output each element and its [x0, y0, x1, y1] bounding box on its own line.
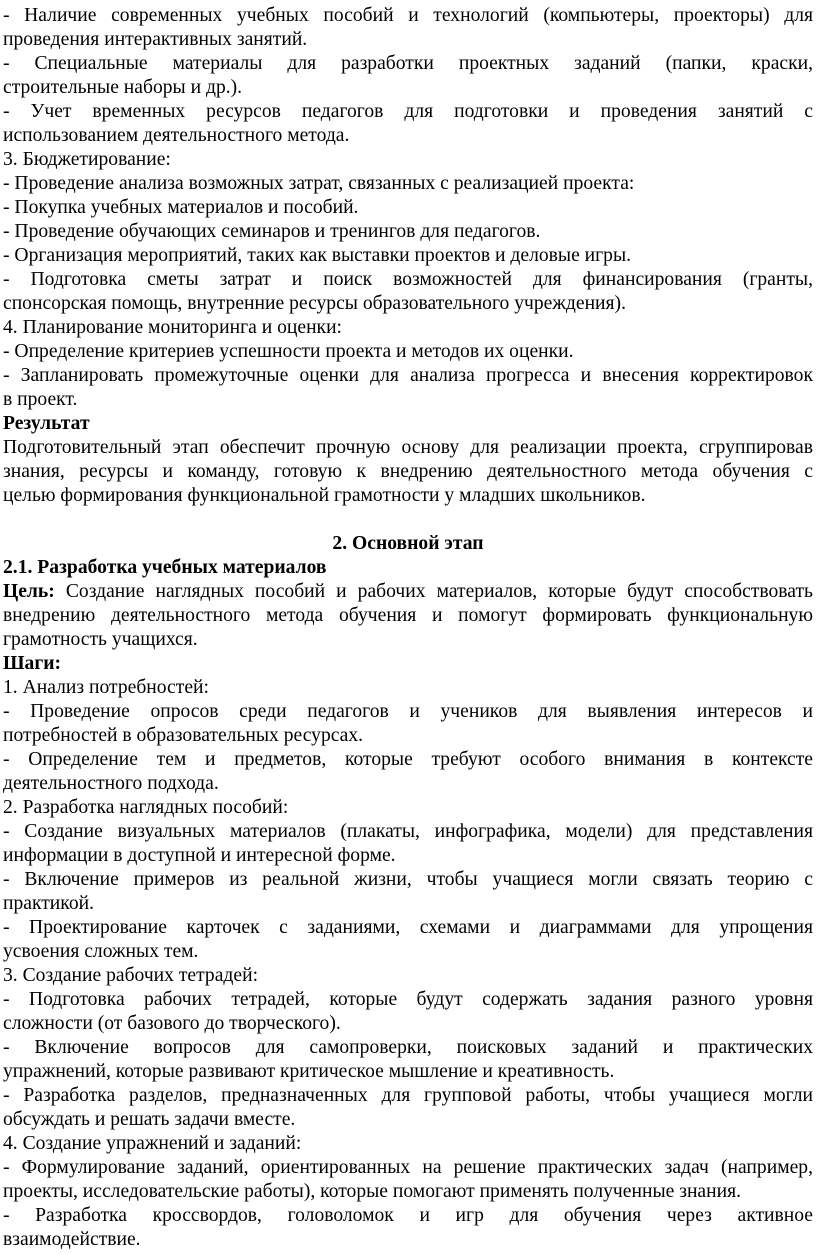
text-line: - Специальные материалы для разработки проектных заданий (папки, краски,	[3, 53, 813, 74]
text-line: знания, ресурсы и команду, готовую к внедрению деятельностного метода обучения с	[3, 461, 813, 482]
text-line: проекты, исследовательские работы), которые помогают применять полученные знания.	[3, 1181, 742, 1202]
text-line: использованием деятельностного метода.	[3, 125, 350, 146]
text-line: - Включение вопросов для самопроверки, поисковых заданий и практических	[3, 1037, 813, 1058]
text-line: 1. Анализ потребностей:	[3, 677, 209, 698]
text-line: - Организация мероприятий, таких как выставки проектов и деловые игры.	[3, 245, 632, 266]
text-line: деятельностного подхода.	[3, 773, 219, 794]
text-line: - Подготовка сметы затрат и поиск возможностей для финансирования (гранты,	[3, 269, 813, 290]
text-line: в проект.	[3, 389, 78, 410]
goal-label: Цель:	[3, 581, 55, 602]
text-line: - Покупка учебных материалов и пособий.	[3, 197, 359, 218]
text-line: - Проведение опросов среди педагогов и учеников для выявления интересов и	[3, 701, 813, 722]
text-line: - Подготовка рабочих тетрадей, которые будут содержать задания разного уровня	[3, 989, 813, 1010]
text-line: - Проведение обучающих семинаров и тренингов для педагогов.	[3, 221, 541, 242]
section-heading: 2. Основной этап	[332, 533, 484, 554]
text-line: потребностей в образовательных ресурсах.	[3, 725, 364, 746]
text-line: - Определение критериев успешности проекта и методов их оценки.	[3, 341, 574, 362]
text-line: обсуждать и решать задачи вместе.	[3, 1109, 296, 1130]
text-line: упражнений, которые развивают критическое мышление и креативность.	[3, 1061, 615, 1082]
subheading: Шаги:	[3, 653, 62, 674]
text-line: информации в доступной и интересной форме.	[3, 845, 396, 866]
text-line: проведения интерактивных занятий.	[3, 29, 308, 50]
text-line: 4. Планирование мониторинга и оценки:	[3, 317, 343, 338]
subheading: 2.1. Разработка учебных материалов	[3, 557, 327, 578]
subheading: Результат	[3, 413, 90, 434]
text-line: - Разработка разделов, предназначенных для групповой работы, чтобы учащиеся могли	[3, 1085, 813, 1106]
text-line: взаимодействие.	[3, 1229, 141, 1250]
text-line: практикой.	[3, 893, 94, 914]
text-line: - Учет временных ресурсов педагогов для подготовки и проведения занятий с	[3, 101, 813, 122]
text-line: 4. Создание упражнений и заданий:	[3, 1133, 302, 1154]
text-line: 3. Бюджетирование:	[3, 149, 171, 170]
text-line: усвоения сложных тем.	[3, 941, 199, 962]
text-line: целью формирования функциональной грамотности у младших школьников.	[3, 485, 646, 506]
text-line: - Запланировать промежуточные оценки для анализа прогресса и внесения корректировок	[3, 365, 813, 386]
text-line: грамотность учащихся.	[3, 629, 198, 650]
goal-text: Создание наглядных пособий и рабочих материалов, которые будут способствовать	[54, 581, 813, 602]
text-line: - Формулирование заданий, ориентированных на решение практических задач (например,	[3, 1157, 813, 1178]
text-line: строительные наборы и др.).	[3, 77, 243, 98]
text-line: спонсорская помощь, внутренние ресурсы образовательного учреждения).	[3, 293, 626, 314]
text-line: - Проведение анализа возможных затрат, связанных с реализацией проекта:	[3, 173, 635, 194]
text-line: сложности (от базового до творческого).	[3, 1013, 341, 1034]
text-line: - Проектирование карточек с заданиями, схемами и диаграммами для упрощения	[3, 917, 813, 938]
text-line: - Создание визуальных материалов (плакаты, инфографика, модели) для представления	[3, 821, 813, 842]
text-line	[3, 580, 813, 604]
text-line: - Определение тем и предметов, которые требуют особого внимания в контексте	[3, 749, 813, 770]
text-line: 3. Создание рабочих тетрадей:	[3, 965, 259, 986]
text-line: Подготовительный этап обеспечит прочную основу для реализации проекта, сгруппировав	[3, 437, 813, 458]
text-line: - Включение примеров из реальной жизни, чтобы учащиеся могли связать теорию с	[3, 869, 813, 890]
text-line: - Разработка кроссвордов, головоломок и игр для обучения через активное	[3, 1205, 813, 1226]
text-line: - Наличие современных учебных пособий и технологий (компьютеры, проекторы) для	[3, 5, 813, 26]
text-line: внедрению деятельностного метода обучения и помогут формировать функциональную	[3, 605, 813, 626]
text-line: 2. Разработка наглядных пособий:	[3, 797, 289, 818]
